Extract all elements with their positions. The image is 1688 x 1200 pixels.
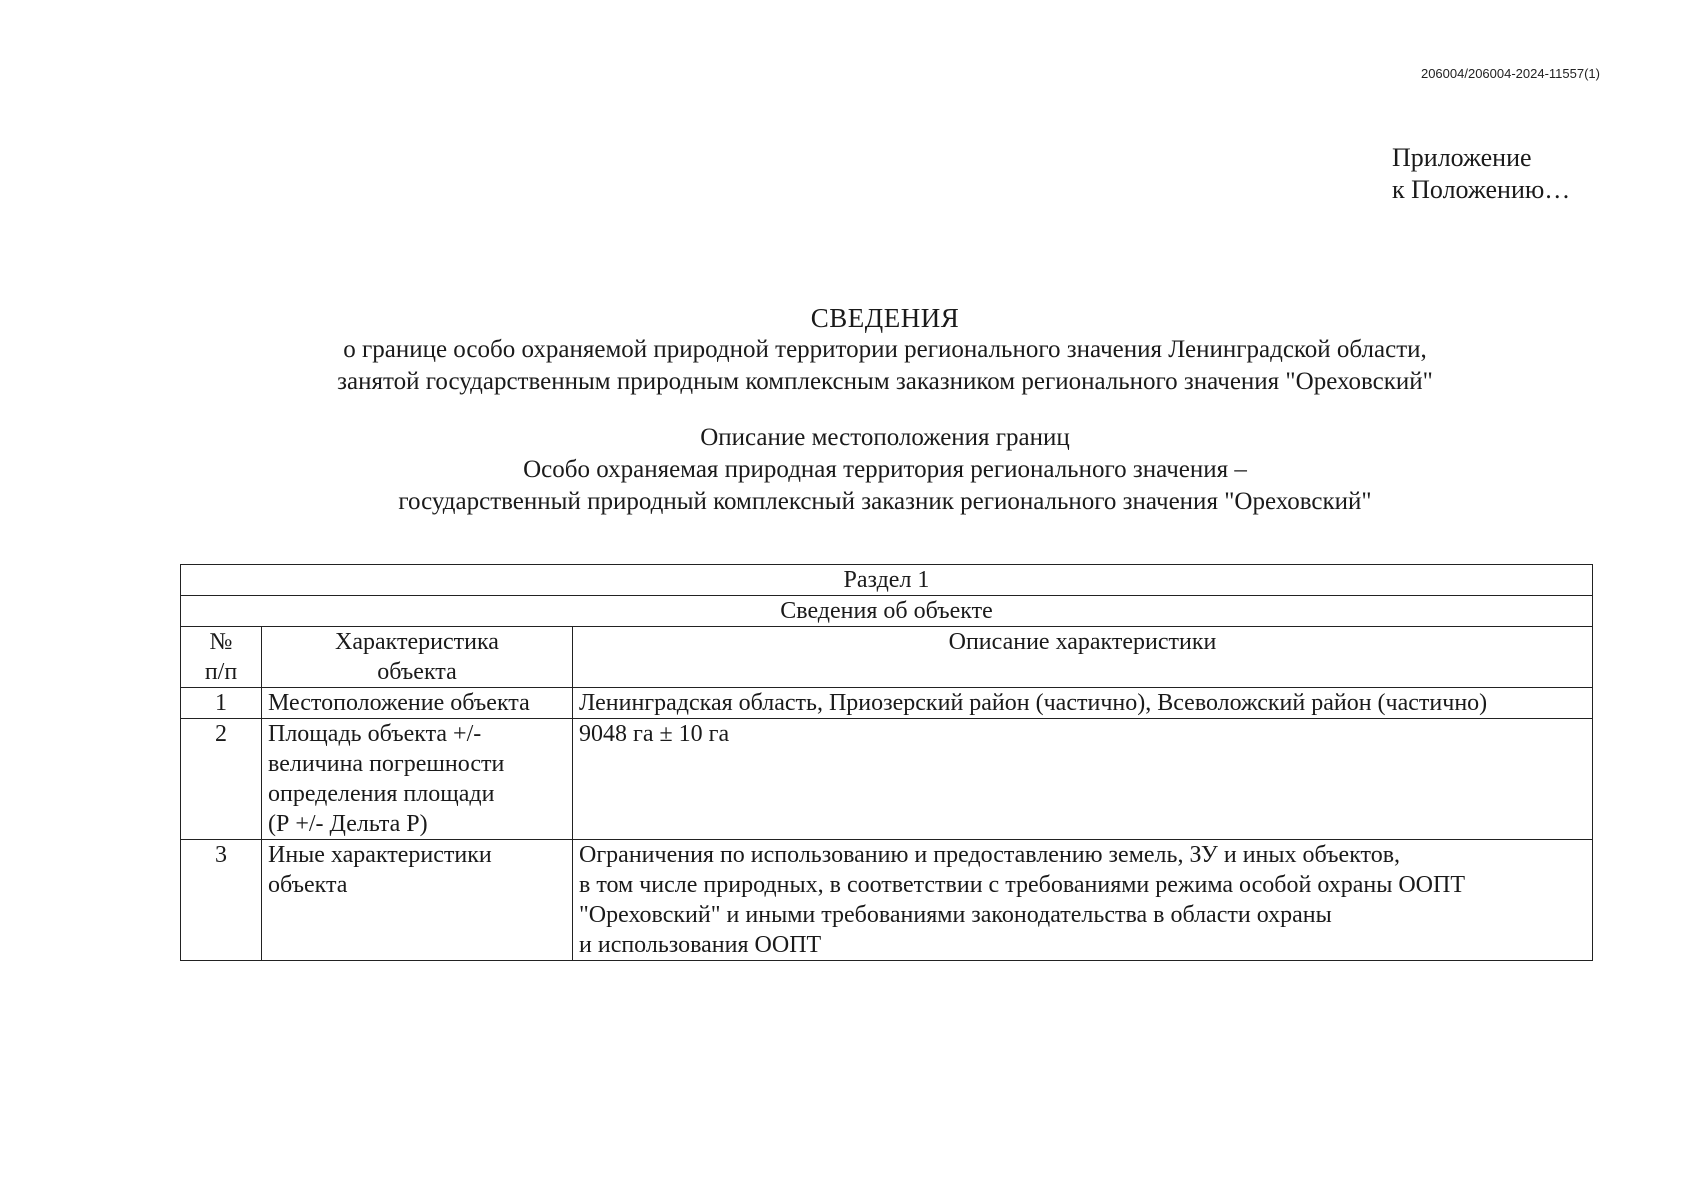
row-char-line: (Р +/- Дельта Р): [268, 811, 428, 837]
row-desc-line: Ленинградская область, Приозерский район (частично), Всеволожский район (частично): [579, 690, 1488, 716]
row-num: 3: [181, 840, 262, 961]
title-line-1: о границе особо охраняемой природной территории регионального значения Ленинградской области,: [343, 336, 1427, 363]
table-row: [181, 719, 1593, 840]
table-row: [181, 840, 1593, 961]
row-description: [573, 719, 1593, 840]
row-char-line: Площадь объекта +/-: [268, 721, 482, 747]
row-description: [573, 840, 1593, 961]
section-row: [181, 565, 1593, 596]
header-num-line-2: п/п: [204, 659, 238, 685]
row-char-line: Местоположение объекта: [268, 690, 530, 716]
row-desc-line: и использования ООПТ: [579, 932, 822, 958]
header-row: [181, 627, 1593, 688]
row-desc-line: в том числе природных, в соответствии с требованиями режима особой охраны ООПТ: [579, 872, 1466, 898]
header-num: [181, 627, 262, 688]
row-char-line: определения площади: [268, 781, 495, 807]
title-line-2: занятой государственным природным комплексным заказником регионального значения "Ореховский": [337, 368, 1433, 395]
row-char-line: величина погрешности: [268, 751, 505, 777]
boundary-description-heading: [0, 422, 1688, 518]
row-char-line: Иные характеристики: [268, 842, 492, 868]
header-char-line-1: Характеристика: [335, 629, 499, 655]
appendix-line-2: к Положению…: [1392, 175, 1571, 204]
title-main: СВЕДЕНИЯ: [810, 303, 960, 333]
appendix-line-1: Приложение: [1392, 143, 1532, 172]
description-line-3: государственный природный комплексный заказник регионального значения "Ореховский": [398, 488, 1372, 515]
row-desc-line: Ограничения по использованию и предоставлению земель, ЗУ и иных объектов,: [579, 842, 1401, 868]
subsection-title: Сведения об объекте: [181, 596, 1593, 627]
header-char-line-2: объекта: [377, 659, 457, 685]
row-characteristic: [262, 688, 573, 719]
section-title: Раздел 1: [181, 565, 1593, 596]
subsection-row: [181, 596, 1593, 627]
description-line-2: Особо охраняемая природная территория регионального значения –: [523, 456, 1247, 483]
document-id: 206004/206004-2024-11557(1): [1420, 66, 1600, 81]
appendix-note: [1392, 142, 1570, 206]
header-characteristic: [262, 627, 573, 688]
row-desc-line: "Ореховский" и иными требованиями законодательства в области охраны: [579, 902, 1332, 928]
table-row: [181, 688, 1593, 719]
row-char-line: объекта: [268, 872, 348, 898]
description-line-1: Описание местоположения границ: [700, 424, 1070, 451]
row-num: 2: [181, 719, 262, 840]
header-num-line-1: №: [209, 629, 233, 655]
object-info-table: [180, 564, 1593, 961]
row-num: 1: [181, 688, 262, 719]
row-description: [573, 688, 1593, 719]
header-description: Описание характеристики: [573, 627, 1593, 688]
document-title: [0, 302, 1688, 398]
row-characteristic: [262, 840, 573, 961]
row-desc-line: 9048 га ± 10 га: [579, 721, 730, 747]
row-characteristic: [262, 719, 573, 840]
